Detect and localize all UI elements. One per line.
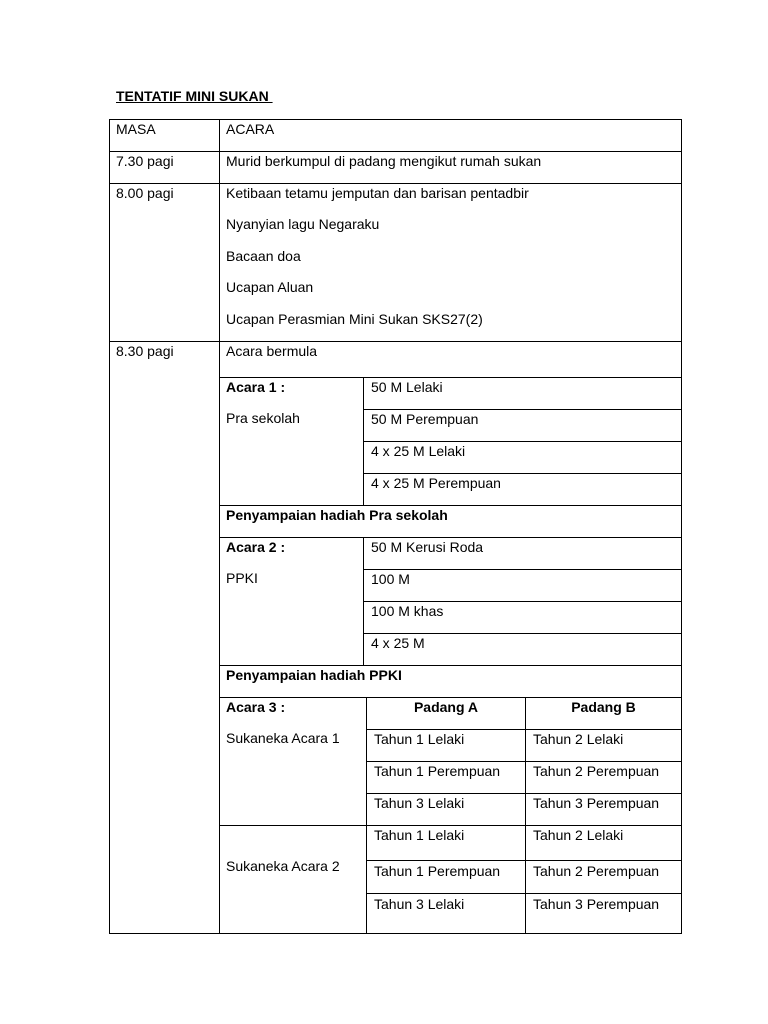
row-divider	[109, 151, 682, 152]
acara3-col-padang-a: Padang A	[413, 699, 479, 715]
table-border-bottom	[109, 933, 682, 934]
masa-830: 8.30 pagi	[116, 343, 174, 359]
row-divider	[109, 341, 682, 342]
row-divider	[109, 183, 682, 184]
header-masa: MASA	[116, 121, 156, 137]
sukaneka-1-padang-b: Tahun 2 Perempuan	[533, 763, 660, 779]
acara-800-item: Ucapan Aluan	[226, 279, 314, 295]
acara2-label: Acara 2 :	[226, 539, 286, 555]
row-divider	[219, 537, 682, 538]
row-divider	[366, 729, 682, 730]
acara1-prize: Penyampaian hadiah Pra sekolah	[226, 507, 448, 523]
sukaneka-2-padang-a: Tahun 1 Lelaki	[374, 827, 465, 843]
acara-800-item: Nyanyian lagu Negaraku	[226, 216, 380, 232]
document-title: TENTATIF MINI SUKAN	[116, 88, 273, 104]
sukaneka-1-padang-a: Tahun 1 Perempuan	[374, 763, 501, 779]
row-divider	[219, 825, 682, 826]
acara2-event: 50 M Kerusi Roda	[371, 539, 484, 555]
row-divider	[363, 409, 682, 410]
acara2-event: 100 M khas	[371, 603, 444, 619]
row-divider	[363, 601, 682, 602]
row-divider	[219, 697, 682, 698]
sukaneka-1-padang-b: Tahun 2 Lelaki	[533, 731, 624, 747]
acara2-category: PPKI	[226, 570, 258, 586]
sukaneka-1-padang-a: Tahun 3 Lelaki	[374, 795, 465, 811]
column-divider	[363, 377, 364, 505]
acara3-col-padang-b: Padang B	[571, 699, 636, 715]
sukaneka-1-padang-b: Tahun 3 Perempuan	[533, 795, 660, 811]
acara2-prize: Penyampaian hadiah PPKI	[226, 667, 402, 683]
column-divider-masa	[219, 119, 220, 934]
row-divider	[366, 860, 682, 861]
sukaneka-2-padang-a: Tahun 3 Lelaki	[374, 896, 465, 912]
masa-730: 7.30 pagi	[116, 153, 174, 169]
sukaneka-2-padang-b: Tahun 2 Lelaki	[533, 827, 624, 843]
acara1-event: 50 M Perempuan	[371, 411, 479, 427]
acara1-category: Pra sekolah	[226, 410, 300, 426]
row-divider	[366, 893, 682, 894]
row-divider	[219, 665, 682, 666]
acara-830: Acara bermula	[226, 343, 318, 359]
row-divider	[366, 793, 682, 794]
sukaneka-2-padang-a: Tahun 1 Perempuan	[374, 863, 501, 879]
sukaneka-2-padang-b: Tahun 3 Perempuan	[533, 896, 660, 912]
sukaneka-1-padang-a: Tahun 1 Lelaki	[374, 731, 465, 747]
header-acara: ACARA	[226, 121, 275, 137]
row-divider	[219, 505, 682, 506]
acara1-event: 4 x 25 M Perempuan	[371, 475, 501, 491]
acara-800-item: Ucapan Perasmian Mini Sukan SKS27(2)	[226, 311, 483, 327]
row-divider	[363, 473, 682, 474]
sukaneka-1-name: Sukaneka Acara 1	[226, 730, 340, 746]
acara1-label: Acara 1 :	[226, 379, 286, 395]
row-divider	[363, 441, 682, 442]
sukaneka-2-name: Sukaneka Acara 2	[226, 858, 340, 874]
acara2-event: 100 M	[371, 571, 410, 587]
acara-730: Murid berkumpul di padang mengikut rumah sukan	[226, 153, 542, 169]
table-border-top	[109, 119, 682, 120]
column-divider	[366, 697, 367, 933]
table-border-left	[109, 119, 110, 934]
row-divider	[363, 569, 682, 570]
row-divider	[363, 633, 682, 634]
acara2-event: 4 x 25 M	[371, 635, 425, 651]
masa-800: 8.00 pagi	[116, 185, 174, 201]
acara1-event: 4 x 25 M Lelaki	[371, 443, 466, 459]
acara-800-item: Ketibaan tetamu jemputan dan barisan pentadbir	[226, 185, 529, 201]
table-border-right	[681, 119, 682, 934]
column-divider	[363, 537, 364, 665]
acara-800-item: Bacaan doa	[226, 248, 301, 264]
row-divider	[366, 761, 682, 762]
acara3-label: Acara 3 :	[226, 699, 286, 715]
acara1-event: 50 M Lelaki	[371, 379, 443, 395]
column-divider	[525, 697, 526, 933]
row-divider	[219, 377, 682, 378]
sukaneka-2-padang-b: Tahun 2 Perempuan	[533, 863, 660, 879]
